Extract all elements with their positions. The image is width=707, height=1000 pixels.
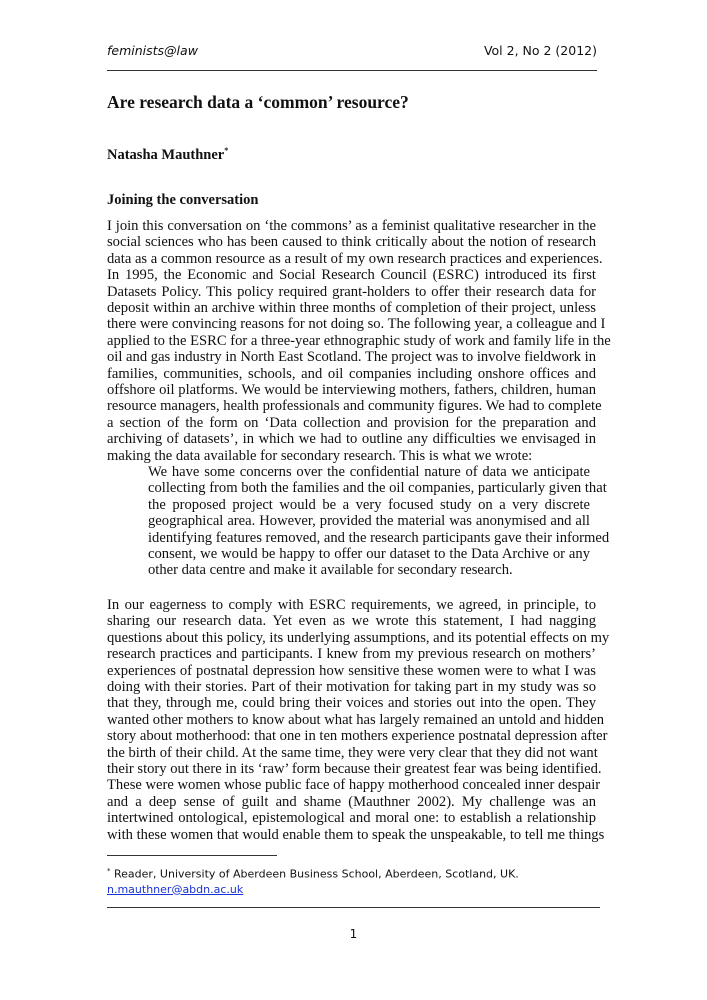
text-line: experiences of postnatal depression how sensitive these women were to what I was [107,662,596,679]
footnote-rule [107,855,277,856]
block-quote [148,464,610,579]
text-line: These were women whose public face of happy motherhood concealed inner despair [107,777,601,794]
text-line: that they, through me, could bring their voices and stories out into the open. They [107,695,596,712]
text-line: deposit within an archive within three months of completion of their project, unless [107,300,596,317]
text-line: resource managers, health professionals and community figures. We had to complete [107,398,602,415]
journal-name: feminists@law [107,43,198,58]
footnote-mark[interactable]: * [224,146,229,155]
text-line: In our eagerness to comply with ESRC requirements, we agreed, in principle, to [107,597,596,613]
text-line: social sciences who has been caused to think critically about the notion of research [107,234,596,251]
text-line: offshore oil platforms. We would be interviewing mothers, fathers, children, human [107,382,596,399]
text-line: questions about this policy, its underlying assumptions, and its potential effects on my [107,629,610,646]
text-line: doing with their stories. Part of their motivation for taking part in my study was so [107,679,596,696]
text-line: collecting from both the families and the oil companies, particularly given that [148,480,607,497]
text-line: with these women that would enable them to speak the unspeakable, to tell me things [107,826,605,843]
footnote [107,864,519,897]
page-number: 1 [349,927,358,941]
text-line: geographical area. However, provided the material was anonymised and all [148,513,590,530]
text-line: intertwined ontological, epistemological and moral one: to establish a relationship [107,810,596,827]
article-title: Are research data a ‘common’ resource? [107,92,409,112]
volume-info: Vol 2, No 2 (2012) [483,43,597,58]
text-line: the birth of their child. At the same time, they were very clear that they did not want [107,744,598,761]
author-name: Natasha Mauthner [107,147,225,163]
text-line: consent, we would be happy to offer our dataset to the Data Archive or any [148,546,590,563]
text-line: identifying features removed, and the research participants gave their informed [148,529,610,546]
text-line: data as a common resource as a result of my own research practices and experiences. [107,250,603,267]
text-line: story about motherhood: that one in ten mothers experience postnatal depression after [107,728,608,745]
paragraph-2 [107,597,610,843]
text-line: research practices and participants. I knew from my previous research on mothers’ [107,646,596,663]
text-line: I join this conversation on ‘the commons’ as a feminist qualitative researcher in the [107,218,596,234]
author [107,146,228,164]
text-line: In 1995, the Economic and Social Research Council (ESRC) introduced its first [107,267,596,284]
text-line: a section of the form on ‘Data collection and provision for the preparation and [107,414,596,431]
footnote-text: Reader, University of Aberdeen Business School, Aberdeen, Scotland, UK. [114,867,519,881]
section-heading: Joining the conversation [107,192,259,208]
text-line: archiving of datasets’, in which we had to outline any difficulties we envisaged in [107,431,596,448]
text-line: sharing our research data. Yet even as we wrote this statement, I had nagging [107,613,596,630]
footnote-mark: * [107,867,111,875]
text-line: applied to the ESRC for a three-year ethnographic study of work and family life in the [107,332,611,349]
text-line: the proposed project would be a very focused study on a very discrete [148,496,590,513]
text-line: there were convincing reasons for not doing so. The following year, a colleague and I [107,316,606,333]
text-line: making the data available for secondary research. This is what we wrote: [107,447,533,464]
text-line: their story out there in its ‘raw’ form because their greatest fear was being identified. [107,761,602,778]
text-line: other data centre and make it available for secondary research. [148,562,513,579]
text-line: wanted other mothers to know about what has largely remained an untold and hidden [107,711,605,728]
text-line: oil and gas industry in North East Scotland. The project was to involve fieldwork in [107,349,596,366]
text-line: families, communities, schools, and oil companies including onshore offices and [107,365,596,382]
header-rule [107,70,597,71]
text-line: We have some concerns over the confidential nature of data we anticipate [148,464,590,480]
text-line: Datasets Policy. This policy required grant-holders to offer their research data for [107,283,596,300]
paragraph-1 [107,218,611,464]
footer-rule [107,907,600,908]
text-line: and a deep sense of guilt and shame (Mauthner 2002). My challenge was an [107,793,596,810]
author-email-link[interactable]: n.mauthner@abdn.ac.uk [107,882,244,896]
